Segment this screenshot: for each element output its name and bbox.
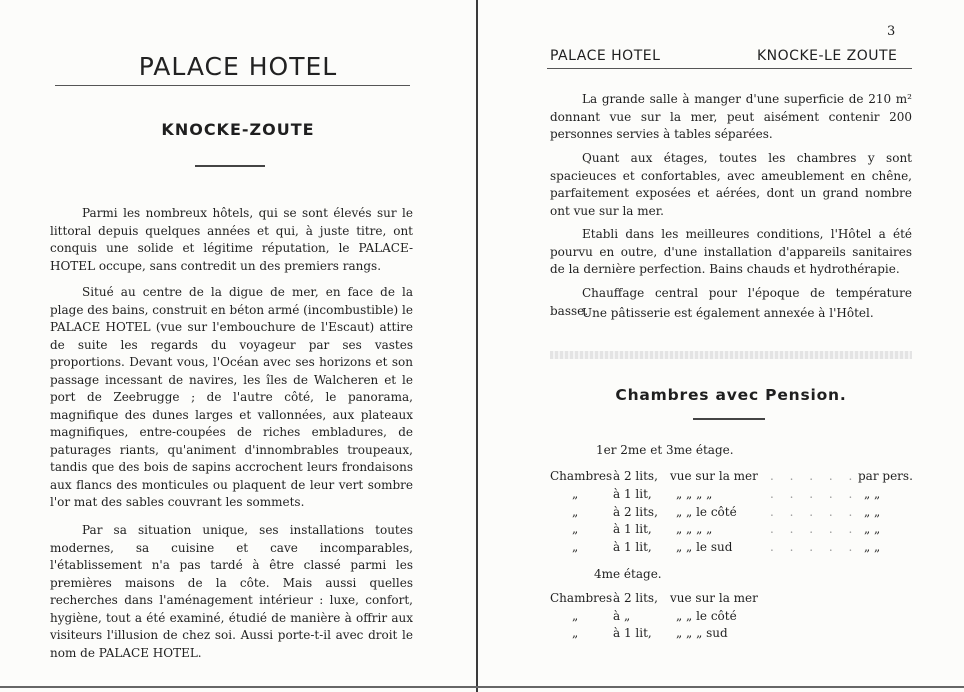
section-divider [550,351,912,359]
rate-row-price: „ „ [864,540,881,554]
pastry-text-block [550,305,912,323]
rate-row-price: „ „ [864,522,881,536]
rate-row-beds: à 2 lits, [613,505,658,519]
rate-row-view: vue sur la mer [670,591,758,605]
page-title: PALACE HOTEL [138,52,338,81]
rate-row-label: Chambres [550,591,613,605]
rate-row-label: Chambres [550,469,613,483]
rate-row-view: „ „ „ „ [676,522,713,536]
running-header-left: PALACE HOTEL [550,48,661,64]
rate-row-leader: . . . . . [770,522,859,536]
rooms-text-block [550,150,912,220]
paragraph: Chauffage central pour l'époque de température basse. [550,286,912,318]
rate-row-view: „ „ le sud [676,540,733,554]
paragraph: Situé au centre de la digue de mer, en face de la plage des bains, construit en béton armé (incombustible) le PALACE HOTEL (vue sur l'embouchure de l'Escaut) attire de suite les regards du voyageur par ses vastes proportions. Devant vous, l'Océan avec ses horizons et son passage incessant de navires, les îles de Walcheren et le port de Zeebrugge ; de l'autre côté, le panorama, magnifique des dunes larges et vallonnées, aux plateaux magnifiques, entre-coupées de riches embladures, de paturages riants, qu'animent d'innombrables troupeaux, tandis que des bois de sapins accrochent leurs frondaisons aux flancs des monticules ou plaquent de leur vert sombre l'or mat des sables couvrant les sommets. [50,285,413,509]
rate-row-view: „ „ le côté [676,609,737,623]
rate-row-price: par pers. [858,469,913,483]
rate-row-beds: à 2 lits, [613,591,658,605]
page-bottom-edge [0,686,964,688]
rate-row-beds: à 1 lit, [613,487,652,501]
paragraph: Parmi les nombreux hôtels, qui se sont élevés sur le littoral depuis quelques années et qui, à juste titre, ont conquis une solide et légitime réputation, le PALACE-HOTEL occupe, sans contredit un des premiers rangs. [50,206,413,273]
rate-row-view: „ „ le côté [676,505,737,519]
rate-row-view: „ „ „ sud [676,626,728,640]
rate-row-label: „ [572,609,579,623]
floors-label: 1er 2me et 3me étage. [596,443,734,457]
rate-row-view: vue sur la mer [670,469,758,483]
rate-row-leader: . . . . . [770,487,859,501]
rate-row-view: „ „ „ „ [676,487,713,501]
paragraph: Par sa situation unique, ses installations toutes modernes, sa cuisine et cave incomparables, l'établissement n'a pas tardé à être classé parmi les premières maisons de la côte. Mais aussi quelles recherches dans l'aménagement intérieur : luxe, confort, hygiène, tout a été examiné, étudié de manière à offrir aux visiteurs l'illusion de chez soi. Aussi porte-t-il avec droit le nom de PALACE HOTEL. [50,523,413,660]
location-text-block [50,284,413,512]
sanitary-text-block [550,226,912,279]
pension-heading: Chambres avec Pension. [615,386,847,404]
closing-text-block [50,522,413,662]
rate-row-beds: à „ [613,609,631,623]
rate-row-price: „ „ [864,505,881,519]
rate-row-beds: à 1 lit, [613,626,652,640]
title-rule [55,85,410,86]
intro-text-block [50,205,413,275]
paragraph: Etabli dans les meilleures conditions, l'Hôtel a été pourvu en outre, d'une installation d'appareils sanitaires de la dernière perfection. Bains chauds et hydrothérapie. [550,227,912,276]
rate-row-label: „ [572,505,579,519]
rate-row-price: „ „ [864,487,881,501]
subtitle-ornament [195,165,265,167]
paragraph: Quant aux étages, toutes les chambres y sont spacieuces et confortables, avec ameublement en chêne, parfaitement exposées et aérées, dont un grand nombre ont vue sur la mer. [550,151,912,218]
running-header-right: KNOCKE-LE ZOUTE [757,48,898,64]
rate-row-beds: à 1 lit, [613,540,652,554]
location-subtitle: KNOCKE-ZOUTE [161,120,315,139]
rate-row-label: „ [572,626,579,640]
rate-row-leader: . . . . . [770,469,859,483]
dining-text-block [550,91,912,144]
header-rule [547,68,912,69]
fourth-floor-label: 4me étage. [594,567,662,581]
paragraph: La grande salle à manger d'une superficie de 210 m² donnant vue sur la mer, peut aisément contenir 200 personnes servies à tables séparées. [550,92,912,141]
rate-row-leader: . . . . . [770,505,859,519]
paragraph: Une pâtisserie est également annexée à l'Hôtel. [582,306,874,320]
heading-ornament [693,418,765,420]
rate-row-label: „ [572,540,579,554]
rate-row-beds: à 2 lits, [613,469,658,483]
rate-row-label: „ [572,487,579,501]
rate-row-label: „ [572,522,579,536]
rate-row-leader: . . . . . [770,540,859,554]
page-number: 3 [887,24,896,39]
rate-row-beds: à 1 lit, [613,522,652,536]
